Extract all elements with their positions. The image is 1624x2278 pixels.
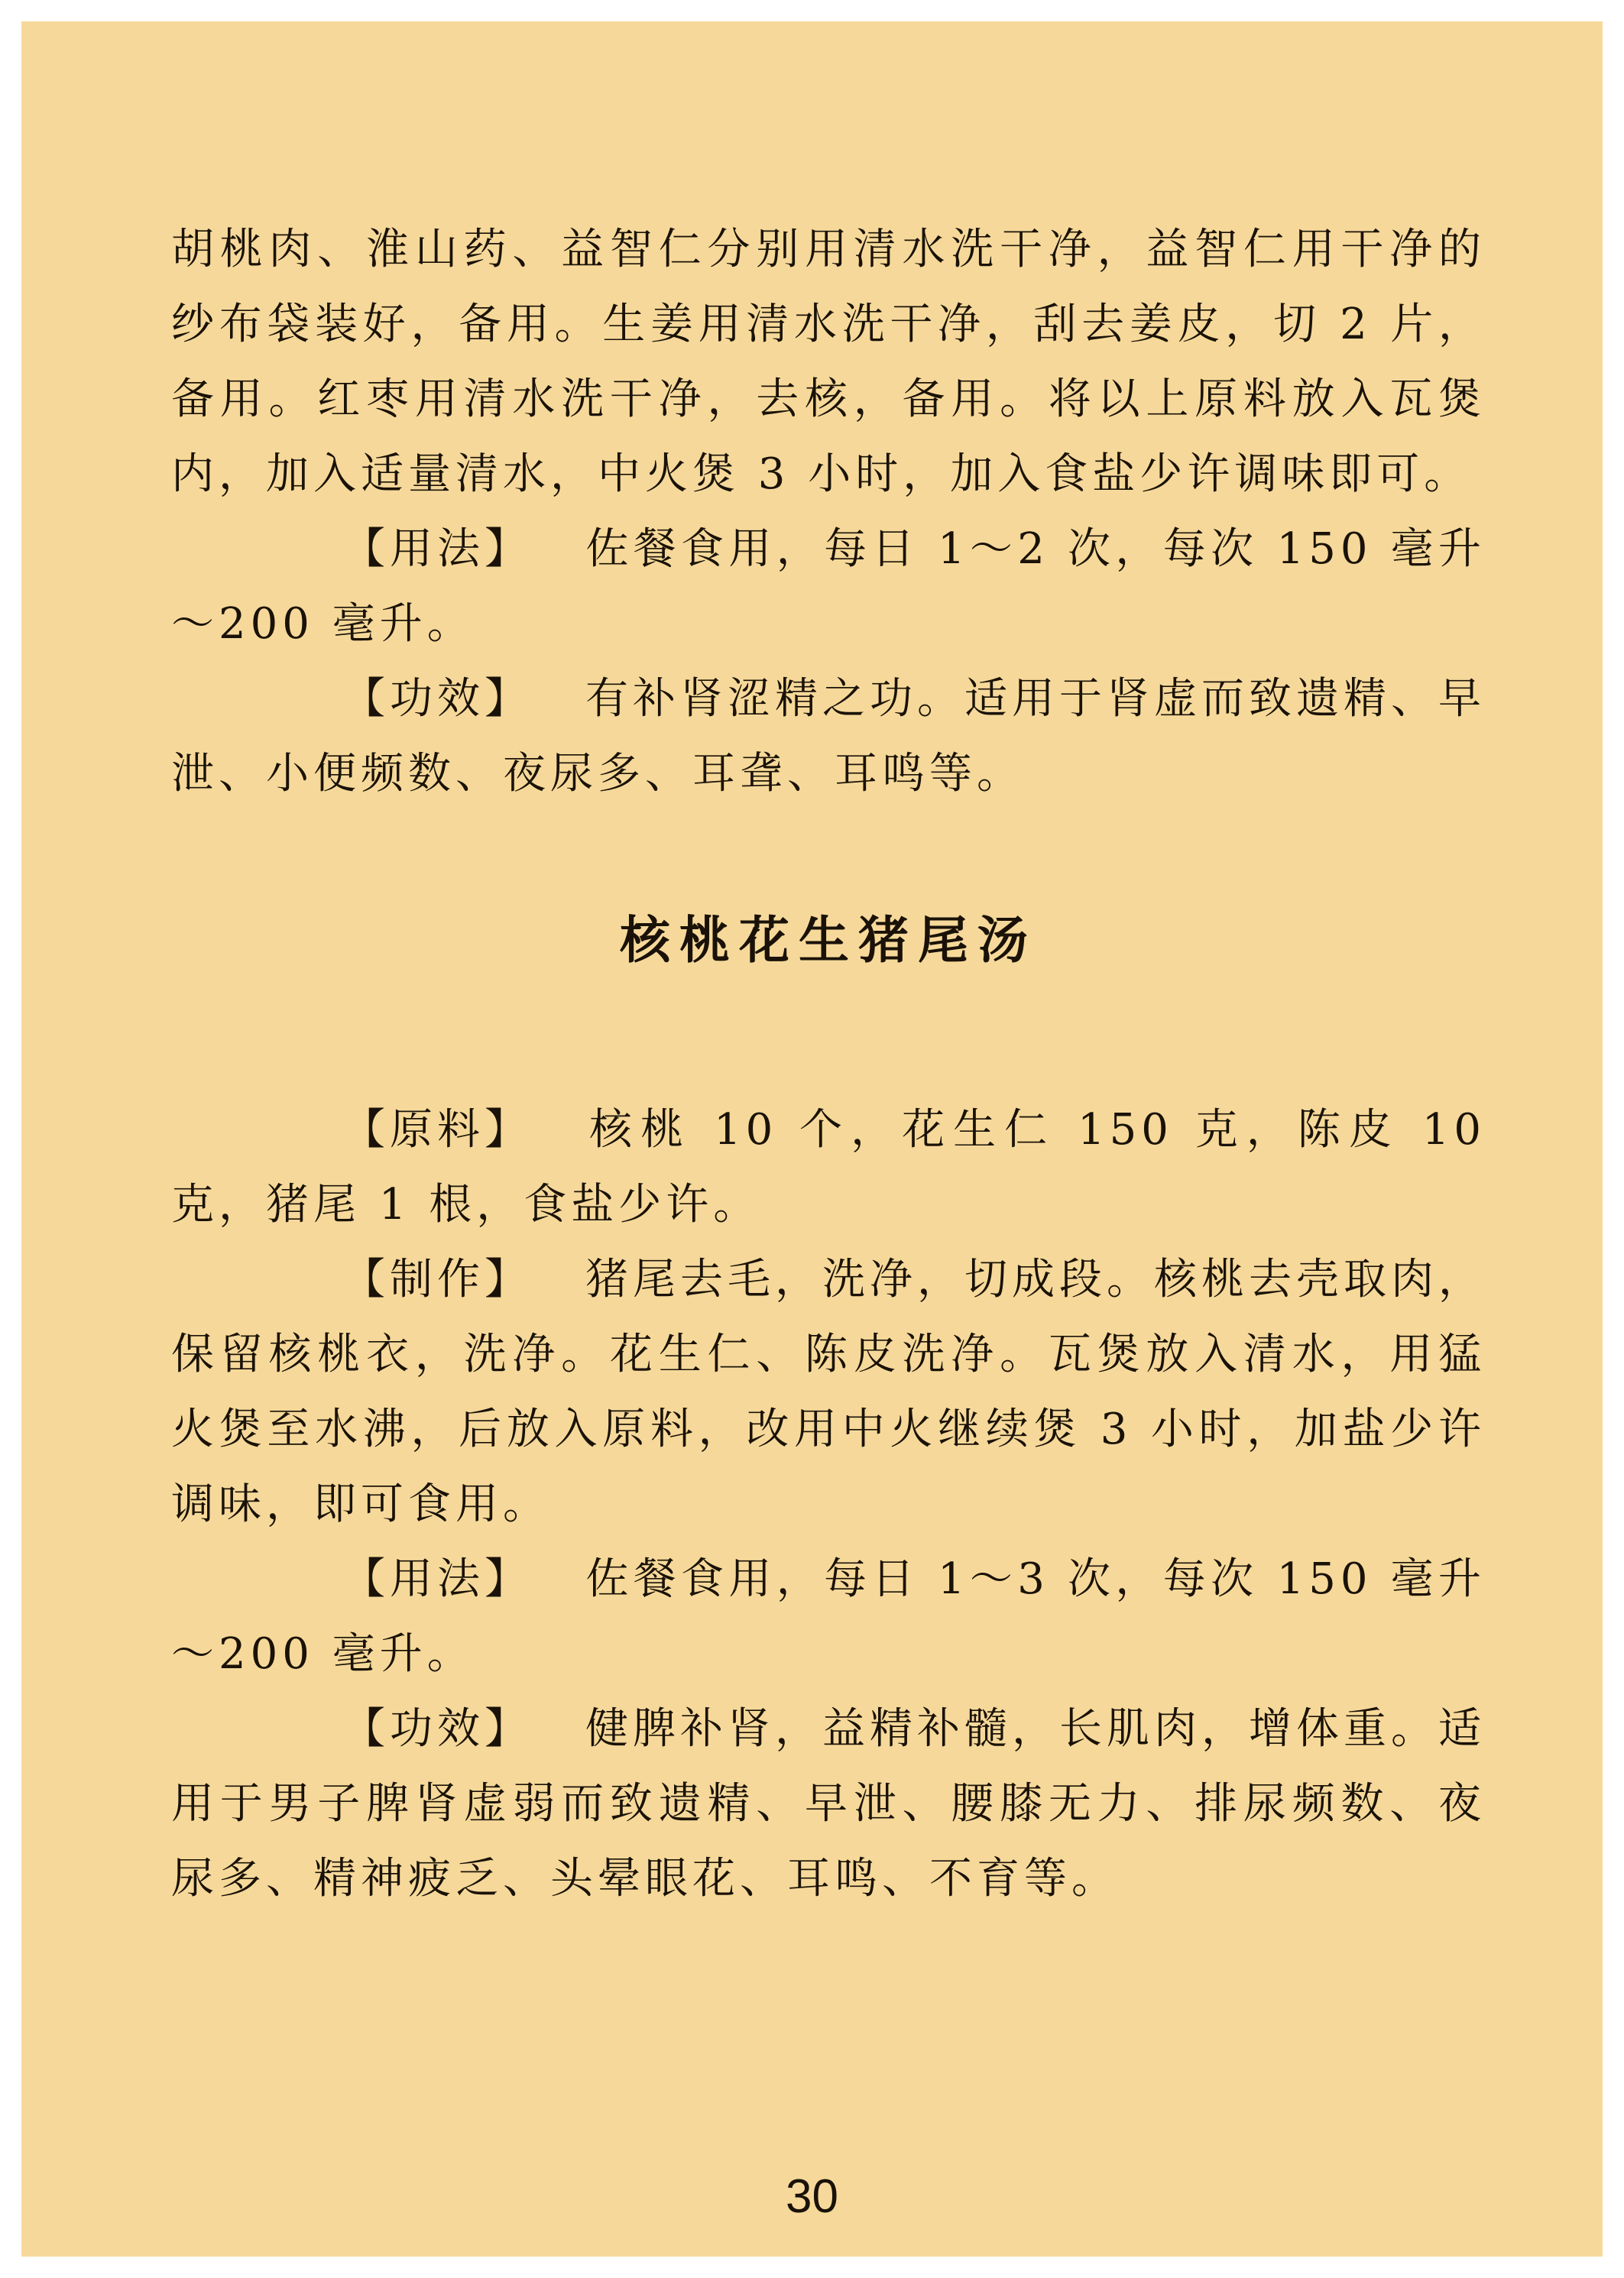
usage-label-2: 【用法】 <box>342 1554 532 1604</box>
recipe-title: 核桃花生猪尾汤 <box>620 910 1037 970</box>
effect-paragraph <box>171 662 1486 812</box>
effect-text-2: 健脾补肾，益精补髓，长肌肉，增体重。适用于男子脾肾虚弱而致遗精、早泄、腰膝无力、排尿频数、夜尿多、精神疲乏、头晕眼花、耳鸣、不育等。 <box>171 1704 1486 1904</box>
usage-paragraph <box>171 512 1486 662</box>
effect-text: 有补肾涩精之功。适用于肾虚而致遗精、早泄、小便频数、夜尿多、耳聋、耳鸣等。 <box>171 674 1486 799</box>
ingredients-paragraph <box>171 1093 1486 1243</box>
usage-paragraph-2 <box>171 1542 1486 1692</box>
method-paragraph <box>171 212 1486 512</box>
usage-label: 【用法】 <box>342 524 532 574</box>
effect-label-2: 【功效】 <box>342 1704 532 1754</box>
spacer <box>171 812 1486 902</box>
preparation-label: 【制作】 <box>342 1255 532 1304</box>
book-page <box>21 21 1603 2257</box>
effect-paragraph-2 <box>171 1692 1486 1917</box>
preparation-text: 猪尾去毛，洗净，切成段。核桃去壳取肉，保留核桃衣，洗净。花生仁、陈皮洗净。瓦煲放入清水，用猛火煲至水沸，后放入原料，改用中火继续煲 3 小时，加盐少许调味，即可食用。 <box>171 1255 1486 1529</box>
page-content <box>171 212 1486 1917</box>
ingredients-text: 核桃 10 个，花生仁 150 克，陈皮 10 克，猪尾 1 根，食盐少许。 <box>171 1105 1486 1230</box>
method-text: 胡桃肉、淮山药、益智仁分别用清水洗干净，益智仁用干净的纱布袋装好，备用。生姜用清水洗干净，刮去姜皮，切 2 片，备用。红枣用清水洗干净，去核，备用。将以上原料放入瓦煲内，加入适量清水，中火煲 3 小时，加入食盐少许调味即可。 <box>171 225 1486 499</box>
spacer <box>171 978 1486 1093</box>
usage-text-2: 佐餐食用，每日 1～3 次，每次 150 毫升～200 毫升。 <box>171 1554 1486 1679</box>
page-number: 30 <box>786 2170 838 2223</box>
effect-label: 【功效】 <box>342 674 532 724</box>
usage-text: 佐餐食用，每日 1～2 次，每次 150 毫升～200 毫升。 <box>171 524 1486 649</box>
preparation-paragraph <box>171 1243 1486 1542</box>
ingredients-label: 【原料】 <box>342 1105 532 1155</box>
